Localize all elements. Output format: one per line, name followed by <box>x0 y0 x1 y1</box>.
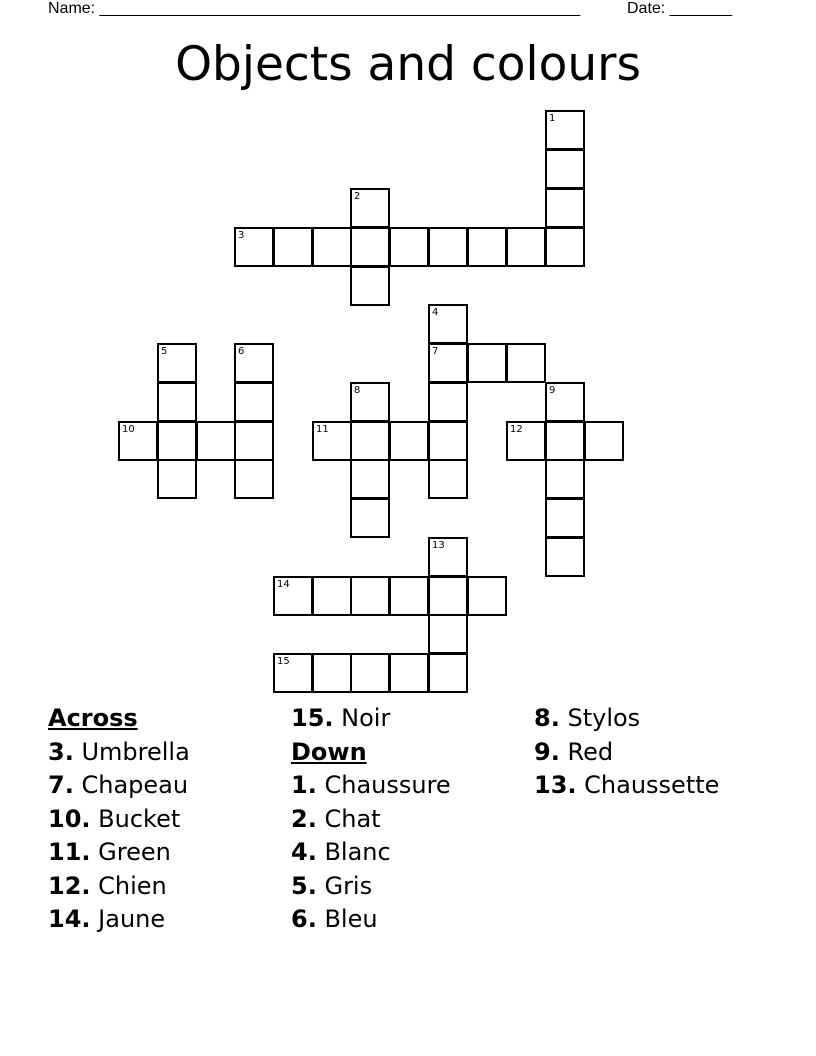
crossword-cell[interactable] <box>428 227 468 267</box>
clue-number: 13. <box>534 771 577 799</box>
crossword-cell[interactable] <box>234 459 274 499</box>
crossword-cell[interactable] <box>234 421 274 461</box>
crossword-cell[interactable] <box>350 576 390 616</box>
crossword-cell[interactable] <box>350 382 390 422</box>
clue-text: Jaune <box>98 905 166 933</box>
crossword-cell[interactable] <box>428 537 468 577</box>
clue-across-12 <box>48 871 190 905</box>
cell-number: 13 <box>432 540 445 551</box>
clue-text: Green <box>98 838 171 866</box>
crossword-cell[interactable] <box>350 653 390 693</box>
crossword-cell[interactable] <box>273 576 313 616</box>
clue-text: Chaussette <box>584 771 720 799</box>
across-heading: Across <box>48 704 138 732</box>
crossword-cell[interactable] <box>234 382 274 422</box>
cell-number: 15 <box>277 656 290 667</box>
crossword-cell[interactable] <box>506 227 546 267</box>
clue-number: 14. <box>48 905 91 933</box>
clue-column-2 <box>291 703 451 938</box>
clue-across-15 <box>291 703 451 737</box>
date-field-label: Date: _______ <box>627 0 732 17</box>
clue-down-2 <box>291 804 451 838</box>
clue-text: Chat <box>324 804 381 833</box>
crossword-cell[interactable] <box>428 459 468 499</box>
cell-number: 12 <box>510 424 523 435</box>
name-field-label: Name: ______________________________________________________ <box>48 0 581 17</box>
crossword-cell[interactable] <box>545 498 585 538</box>
cell-number: 1 <box>549 113 556 124</box>
cell-number: 9 <box>549 385 556 396</box>
clue-across-3 <box>48 737 190 771</box>
clue-column-1 <box>48 703 190 938</box>
crossword-cell[interactable] <box>545 537 585 577</box>
cell-number: 7 <box>432 346 439 357</box>
clue-column-3 <box>534 703 719 804</box>
crossword-cell[interactable] <box>312 576 352 616</box>
crossword-cell[interactable] <box>467 227 507 267</box>
clue-down-4 <box>291 837 451 871</box>
crossword-cell[interactable] <box>545 382 585 422</box>
crossword-cell[interactable] <box>545 188 585 228</box>
cell-number: 11 <box>316 424 329 435</box>
clue-across-11 <box>48 837 190 871</box>
crossword-cell[interactable] <box>350 227 390 267</box>
clue-down-8 <box>534 703 719 737</box>
crossword-cell[interactable] <box>428 653 468 693</box>
clue-text: Chapeau <box>81 771 189 799</box>
crossword-cell[interactable] <box>350 459 390 499</box>
cell-number: 6 <box>238 346 245 357</box>
down-heading: Down <box>291 737 367 766</box>
cell-number: 3 <box>238 230 245 241</box>
clue-text: Bucket <box>98 804 181 833</box>
crossword-cell[interactable] <box>157 459 197 499</box>
clue-down-1 <box>291 770 451 804</box>
crossword-cell[interactable] <box>350 266 390 306</box>
crossword-cell[interactable] <box>467 576 507 616</box>
clue-text: Umbrella <box>81 737 190 766</box>
crossword-cell[interactable] <box>428 614 468 654</box>
crossword-cell[interactable] <box>157 343 197 383</box>
clue-number: 7. <box>48 771 74 799</box>
crossword-cell[interactable] <box>273 227 313 267</box>
crossword-cell[interactable] <box>545 459 585 499</box>
cell-number: 2 <box>354 191 361 202</box>
crossword-cell[interactable] <box>157 382 197 422</box>
clue-across-7 <box>48 770 190 804</box>
crossword-cell[interactable] <box>506 343 546 383</box>
crossword-cell[interactable] <box>389 653 429 693</box>
clue-number: 15. <box>291 704 334 732</box>
clue-text: Chaussure <box>324 771 451 799</box>
clue-text: Red <box>567 737 614 766</box>
crossword-cell[interactable] <box>467 343 507 383</box>
clue-text: Chien <box>98 871 167 900</box>
clue-text: Gris <box>324 871 373 900</box>
crossword-cell[interactable] <box>389 227 429 267</box>
crossword-cell[interactable] <box>312 653 352 693</box>
crossword-cell[interactable] <box>428 343 468 383</box>
crossword-cell[interactable] <box>157 421 197 461</box>
crossword-cell[interactable] <box>234 227 274 267</box>
crossword-cell[interactable] <box>196 421 236 461</box>
clue-across-14 <box>48 904 190 938</box>
crossword-cell[interactable] <box>273 653 313 693</box>
crossword-cell[interactable] <box>118 421 158 461</box>
clue-text: Blanc <box>324 838 391 866</box>
cell-number: 4 <box>432 307 439 318</box>
clue-number: 9. <box>534 737 560 766</box>
crossword-cell[interactable] <box>428 304 468 344</box>
clue-text: Bleu <box>324 905 378 933</box>
clue-down-9 <box>534 737 719 771</box>
crossword-cell[interactable] <box>312 421 352 461</box>
crossword-cell[interactable] <box>389 576 429 616</box>
crossword-cell[interactable] <box>545 421 585 461</box>
crossword-cell[interactable] <box>506 421 546 461</box>
crossword-cell[interactable] <box>389 421 429 461</box>
cell-number: 5 <box>161 346 168 357</box>
page-title: Objects and colours <box>175 37 641 92</box>
cell-number: 8 <box>354 385 361 396</box>
clue-down-13 <box>534 770 719 804</box>
cell-number: 10 <box>122 424 135 435</box>
cell-number: 14 <box>277 579 290 590</box>
clue-number: 12. <box>48 871 91 900</box>
clue-number: 11. <box>48 838 91 866</box>
clue-text: Stylos <box>567 704 641 732</box>
crossword-cell[interactable] <box>584 421 624 461</box>
crossword-cell[interactable] <box>350 188 390 228</box>
clue-text: Noir <box>341 704 391 732</box>
crossword-cell[interactable] <box>428 421 468 461</box>
clue-number: 6. <box>291 905 317 933</box>
clue-number: 10. <box>48 804 91 833</box>
crossword-cell[interactable] <box>545 149 585 189</box>
clue-number: 1. <box>291 771 317 799</box>
clue-down-5 <box>291 871 451 905</box>
crossword-cell[interactable] <box>428 576 468 616</box>
clue-number: 5. <box>291 871 317 900</box>
clue-down-6 <box>291 904 451 938</box>
clue-number: 3. <box>48 737 74 766</box>
crossword-cell[interactable] <box>350 498 390 538</box>
crossword-cell[interactable] <box>312 227 352 267</box>
clue-number: 2. <box>291 804 317 833</box>
clue-across-10 <box>48 804 190 838</box>
crossword-cell[interactable] <box>350 421 390 461</box>
crossword-cell[interactable] <box>428 382 468 422</box>
crossword-cell[interactable] <box>545 227 585 267</box>
crossword-cell[interactable] <box>545 110 585 150</box>
crossword-cell[interactable] <box>234 343 274 383</box>
clue-number: 4. <box>291 838 317 866</box>
clue-number: 8. <box>534 704 560 732</box>
